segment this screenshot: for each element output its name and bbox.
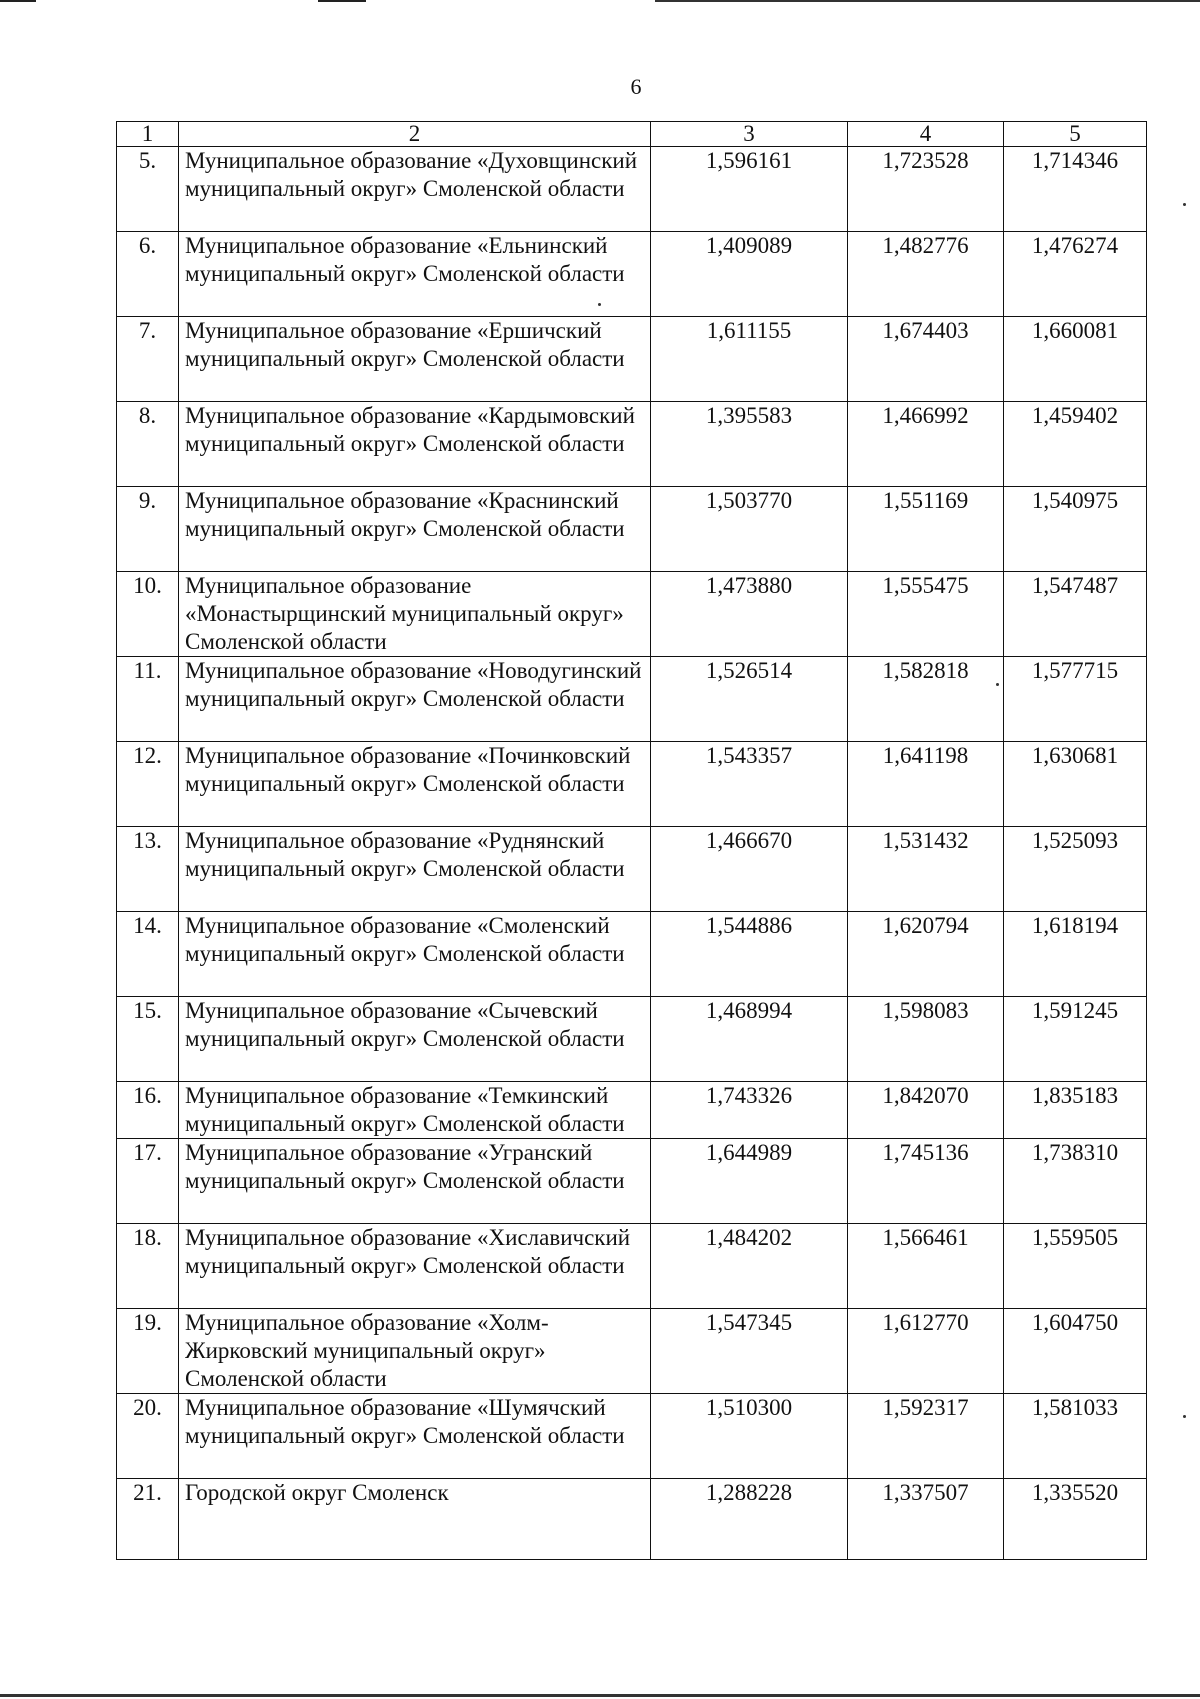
row-number: 9. (117, 487, 179, 572)
value-col-4: 1,466992 (848, 402, 1004, 487)
value-col-4: 1,531432 (848, 827, 1004, 912)
value-col-5: 1,581033 (1004, 1394, 1147, 1479)
municipality-name: Муниципальное образование «Новодугинский муниципальный округ» Смоленской области (179, 657, 651, 742)
row-number: 20. (117, 1394, 179, 1479)
value-col-5: 1,660081 (1004, 317, 1147, 402)
stray-dot (1183, 203, 1186, 206)
value-col-3: 1,466670 (651, 827, 848, 912)
municipality-name: Муниципальное образование «Ельнинский муниципальный округ» Смоленской области (179, 232, 651, 317)
value-col-3: 1,543357 (651, 742, 848, 827)
value-col-4: 1,582818 (848, 657, 1004, 742)
value-col-4: 1,612770 (848, 1309, 1004, 1394)
table-row (117, 827, 1147, 912)
value-col-3: 1,510300 (651, 1394, 848, 1479)
table-row (117, 1224, 1147, 1309)
municipality-name: Муниципальное образование «Руднянский муниципальный округ» Смоленской области (179, 827, 651, 912)
municipality-name: Муниципальное образование «Ершичский муниципальный округ» Смоленской области (179, 317, 651, 402)
value-col-4: 1,674403 (848, 317, 1004, 402)
value-col-3: 1,596161 (651, 147, 848, 232)
municipality-name: Муниципальное образование «Угранский муниципальный округ» Смоленской области (179, 1139, 651, 1224)
municipality-name: Муниципальное образование «Починковский муниципальный округ» Смоленской области (179, 742, 651, 827)
value-col-3: 1,484202 (651, 1224, 848, 1309)
value-col-5: 1,335520 (1004, 1479, 1147, 1560)
value-col-4: 1,551169 (848, 487, 1004, 572)
value-col-5: 1,577715 (1004, 657, 1147, 742)
value-col-4: 1,482776 (848, 232, 1004, 317)
row-number: 8. (117, 402, 179, 487)
table-row (117, 572, 1147, 657)
value-col-4: 1,337507 (848, 1479, 1004, 1560)
value-col-3: 1,544886 (651, 912, 848, 997)
municipality-name: Муниципальное образование «Шумячский муниципальный округ» Смоленской области (179, 1394, 651, 1479)
value-col-5: 1,618194 (1004, 912, 1147, 997)
municipality-name: Муниципальное образование «Монастырщинский муниципальный округ» Смоленской области (179, 572, 651, 657)
value-col-5: 1,604750 (1004, 1309, 1147, 1394)
table-row (117, 1309, 1147, 1394)
table-row (117, 1082, 1147, 1139)
row-number: 5. (117, 147, 179, 232)
row-number: 19. (117, 1309, 179, 1394)
table-row (117, 317, 1147, 402)
table-row (117, 232, 1147, 317)
value-col-5: 1,714346 (1004, 147, 1147, 232)
row-number: 10. (117, 572, 179, 657)
table-row (117, 742, 1147, 827)
value-col-4: 1,620794 (848, 912, 1004, 997)
value-col-3: 1,526514 (651, 657, 848, 742)
value-col-3: 1,611155 (651, 317, 848, 402)
header-cell: 3 (651, 122, 848, 147)
row-number: 11. (117, 657, 179, 742)
value-col-5: 1,540975 (1004, 487, 1147, 572)
municipality-name: Городской округ Смоленск (179, 1479, 651, 1560)
municipality-name: Муниципальное образование «Смоленский муниципальный округ» Смоленской области (179, 912, 651, 997)
scan-mark (0, 0, 36, 2)
value-col-3: 1,409089 (651, 232, 848, 317)
value-col-3: 1,473880 (651, 572, 848, 657)
row-number: 18. (117, 1224, 179, 1309)
row-number: 14. (117, 912, 179, 997)
stray-dot (1183, 1415, 1186, 1418)
value-col-3: 1,468994 (651, 997, 848, 1082)
row-number: 7. (117, 317, 179, 402)
table-row (117, 997, 1147, 1082)
value-col-4: 1,641198 (848, 742, 1004, 827)
scan-mark (318, 0, 366, 2)
value-col-5: 1,630681 (1004, 742, 1147, 827)
value-col-5: 1,525093 (1004, 827, 1147, 912)
value-col-4: 1,566461 (848, 1224, 1004, 1309)
municipality-name: Муниципальное образование «Краснинский муниципальный округ» Смоленской области (179, 487, 651, 572)
value-col-5: 1,459402 (1004, 402, 1147, 487)
scan-edge-top (655, 0, 1200, 2)
value-col-4: 1,723528 (848, 147, 1004, 232)
table-row (117, 1479, 1147, 1560)
header-cell: 5 (1004, 122, 1147, 147)
table-row (117, 1139, 1147, 1224)
municipality-name: Муниципальное образование «Кардымовский муниципальный округ» Смоленской области (179, 402, 651, 487)
value-col-5: 1,547487 (1004, 572, 1147, 657)
municipality-name: Муниципальное образование «Темкинский муниципальный округ» Смоленской области (179, 1082, 651, 1139)
municipality-name: Муниципальное образование «Хиславичский муниципальный округ» Смоленской области (179, 1224, 651, 1309)
municipality-name: Муниципальное образование «Холм-Жирковский муниципальный округ» Смоленской области (179, 1309, 651, 1394)
value-col-4: 1,842070 (848, 1082, 1004, 1139)
row-number: 6. (117, 232, 179, 317)
table-row (117, 147, 1147, 232)
value-col-5: 1,738310 (1004, 1139, 1147, 1224)
scan-edge-bottom (0, 1694, 1200, 1697)
page-number: 6 (630, 74, 642, 99)
row-number: 13. (117, 827, 179, 912)
data-table (116, 121, 1147, 1560)
value-col-4: 1,598083 (848, 997, 1004, 1082)
row-number: 21. (117, 1479, 179, 1560)
value-col-5: 1,476274 (1004, 232, 1147, 317)
table-row (117, 487, 1147, 572)
table-header-row (117, 122, 1147, 147)
row-number: 12. (117, 742, 179, 827)
table-row (117, 402, 1147, 487)
value-col-3: 1,743326 (651, 1082, 848, 1139)
value-col-3: 1,503770 (651, 487, 848, 572)
header-cell: 1 (117, 122, 179, 147)
value-col-4: 1,555475 (848, 572, 1004, 657)
table-row (117, 912, 1147, 997)
row-number: 17. (117, 1139, 179, 1224)
value-col-3: 1,395583 (651, 402, 848, 487)
value-col-3: 1,644989 (651, 1139, 848, 1224)
value-col-5: 1,835183 (1004, 1082, 1147, 1139)
value-col-5: 1,559505 (1004, 1224, 1147, 1309)
value-col-3: 1,288228 (651, 1479, 848, 1560)
table-row (117, 1394, 1147, 1479)
header-cell: 2 (179, 122, 651, 147)
row-number: 16. (117, 1082, 179, 1139)
value-col-4: 1,592317 (848, 1394, 1004, 1479)
row-number: 15. (117, 997, 179, 1082)
value-col-4: 1,745136 (848, 1139, 1004, 1224)
municipality-name: Муниципальное образование «Духовщинский муниципальный округ» Смоленской области (179, 147, 651, 232)
value-col-5: 1,591245 (1004, 997, 1147, 1082)
value-col-3: 1,547345 (651, 1309, 848, 1394)
table-row (117, 657, 1147, 742)
header-cell: 4 (848, 122, 1004, 147)
municipality-name: Муниципальное образование «Сычевский муниципальный округ» Смоленской области (179, 997, 651, 1082)
